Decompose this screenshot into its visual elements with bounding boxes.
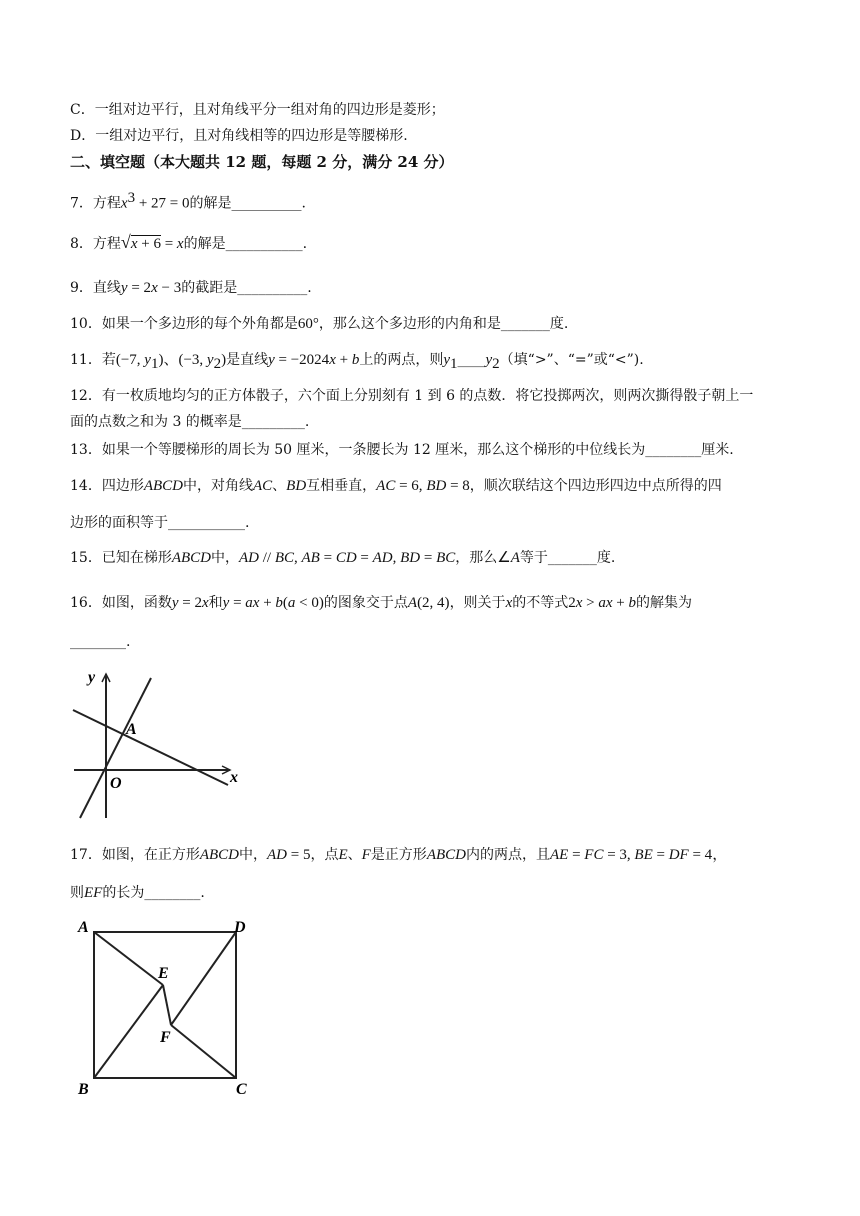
label-d: D: [234, 919, 246, 936]
question-12-line1: 12．有一枚质地均匀的正方体骰子，六个面上分别刻有 1 到 6 的点数．将它投掷两次，则两次撕得骰子朝上一: [70, 388, 754, 404]
question-16-line2: ________.: [70, 634, 131, 650]
question-9: 9．直线y = 2x − 3的截距是__________.: [70, 280, 312, 296]
label-y: y: [88, 669, 96, 686]
question-10: 10．如果一个多边形的每个外角都是60°，那么这个多边形的内角和是_______度.: [70, 316, 569, 332]
label-a: A: [78, 919, 89, 936]
question-14-line1: 14．四边形ABCD中，对角线AC、BD互相垂直，AC = 6, BD = 8，顺次联结这个四边形四边中点所得的四: [70, 478, 722, 494]
label-e: E: [158, 965, 169, 982]
line-y-ax-b: [73, 710, 228, 785]
question-17-line1: 17．如图，在正方形ABCD中，AD = 5，点E、F是正方形ABCD内的两点，且AE = FC = 3, BE = DF = 4，: [70, 847, 728, 863]
label-b: B: [78, 1081, 89, 1098]
question-8: 8．方程√x + 6 = x的解是___________.: [70, 232, 308, 252]
figure-17: [70, 914, 260, 1104]
segment-cf: [171, 1025, 236, 1078]
segment-be: [94, 985, 163, 1078]
line-y-2x: [80, 678, 151, 818]
question-7: 7．方程$x^3 + 27 = 0$的解是__________.: [70, 190, 306, 212]
question-12-line2: 面的点数之和为 3 的概率是_________.: [70, 414, 310, 430]
section-title: 二、填空题（本大题共 12 题，每题 2 分，满分 24 分）: [70, 153, 454, 171]
question-13: 13．如果一个等腰梯形的周长为 50 厘米，一条腰长为 12 厘米，那么这个梯形的中位线长为________厘米.: [70, 442, 734, 458]
label-a: A: [126, 721, 137, 738]
figure-16: [68, 660, 248, 825]
question-15: 15．已知在梯形ABCD中，AD // BC, AB = CD = AD, BD = BC，那么∠A等于_______度.: [70, 550, 616, 566]
label-x: x: [230, 769, 238, 786]
choice-c: C．一组对边平行，且对角线平分一组对角的四边形是菱形；: [70, 102, 445, 118]
label-f: F: [160, 1029, 171, 1046]
question-11: 11．若(−7, $y_1$)、(−3, $y_2$)是直线y = −2024x + b上的两点，则$y_1\_\_\_\_y_2$（填“>”、“=”或“<”).: [70, 352, 644, 372]
label-o: O: [110, 775, 122, 792]
question-16-line1: 16．如图，函数y = 2x和y = ax + b(a < 0)的图象交于点A(2, 4)，则关于x的不等式2x > ax + b的解集为: [70, 595, 693, 611]
label-c: C: [236, 1081, 247, 1098]
segment-ae: [94, 932, 163, 985]
question-14-line2: 边形的面积等于___________.: [70, 515, 250, 531]
segment-df: [171, 932, 236, 1025]
segment-ef: [163, 985, 171, 1025]
choice-d: D．一组对边平行，且对角线相等的四边形是等腰梯形.: [70, 128, 408, 144]
question-17-line2: 则EF的长为________.: [70, 885, 205, 901]
square-abcd: [94, 932, 236, 1078]
